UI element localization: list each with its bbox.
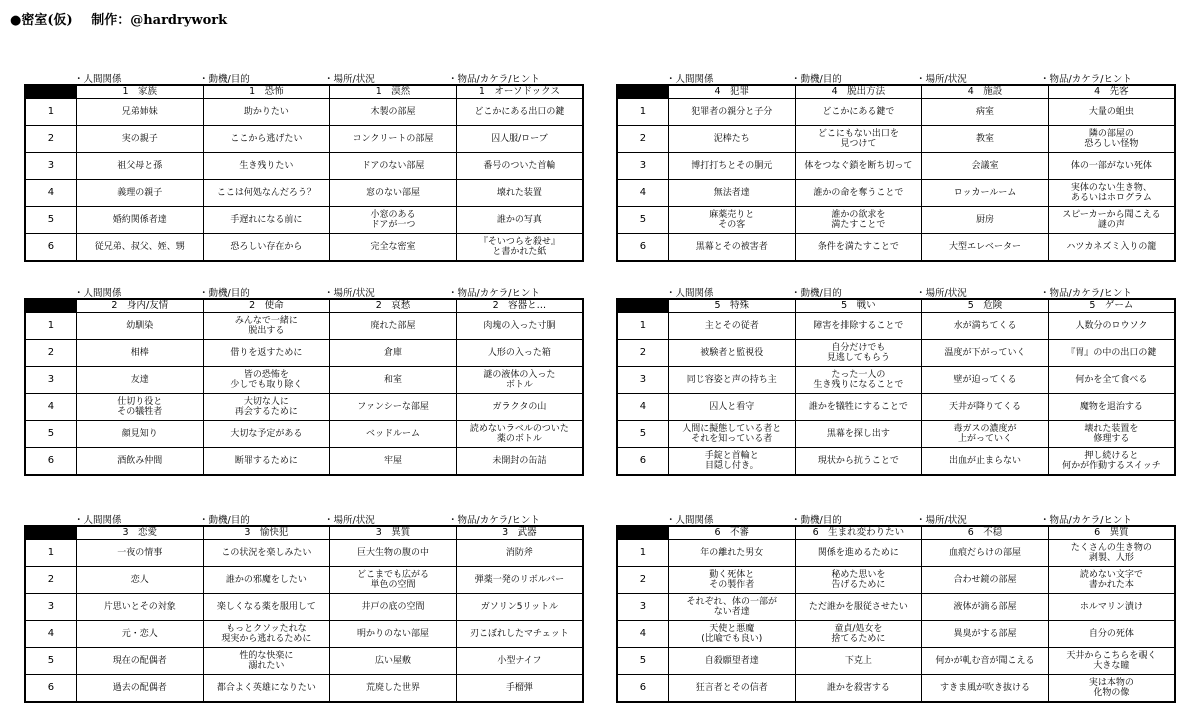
category-label: ・動機/目的 [791,288,842,299]
row-number: 2 [25,340,76,367]
table-cell: 元・恋人 [76,621,203,648]
category-label: ・場所/状況 [916,515,967,526]
column-header: 3 異質 [330,526,457,540]
table-row [617,540,1175,567]
table-cell: 何かが軋む音が聞こえる [922,648,1049,675]
table-cell: 消防斧 [456,540,583,567]
column-header: 4 先客 [1048,85,1175,99]
table-cell: 壊れた装置 [456,180,583,207]
table-cell: 大型エレベーター [922,234,1049,262]
category-label: ・動機/目的 [199,288,250,299]
table-cell: 手榴弾 [456,675,583,703]
category-labels [616,284,1176,298]
header-row [617,526,1175,540]
table-cell: 誰かの邪魔をしたい [203,567,330,594]
table-cell: 番号のついた首輪 [456,153,583,180]
table-row [617,621,1175,648]
table-row [617,153,1175,180]
table-row [25,313,583,340]
table-cell: 倉庫 [330,340,457,367]
corner-cell [25,299,76,313]
table-cell: 天井が降りてくる [922,394,1049,421]
table-cell: コンクリートの部屋 [330,126,457,153]
category-labels [616,511,1176,525]
table-cell: 天井からこちらを覗く 大きな瞳 [1048,648,1175,675]
column-header: 3 恋愛 [76,526,203,540]
table-row [617,648,1175,675]
column-header: 6 不穏 [922,526,1049,540]
header-row [617,85,1175,99]
table-cell: 厨房 [922,207,1049,234]
table-cell: 自分の死体 [1048,621,1175,648]
category-labels [24,70,584,84]
category-label: ・場所/状況 [916,74,967,85]
table-cell: 温度が下がっていく [922,340,1049,367]
row-number: 4 [25,180,76,207]
row-number: 2 [617,567,668,594]
table-cell: 囚人と看守 [668,394,795,421]
column-header: 2 哀愁 [330,299,457,313]
table-cell: 『そいつらを殺せ』 と書かれた紙 [456,234,583,262]
table-cell: 弾薬一発のリボルバー [456,567,583,594]
table-cell: 巨大生物の腹の中 [330,540,457,567]
category-labels [616,70,1176,84]
header-row [25,526,583,540]
corner-cell [25,85,76,99]
table-cell: 血痕だらけの部屋 [922,540,1049,567]
page-header [10,9,241,28]
row-number: 1 [617,313,668,340]
table-cell: 狂言者とその信者 [668,675,795,703]
table-row [25,180,583,207]
table-row [25,367,583,394]
table-cell: 無法者達 [668,180,795,207]
column-header: 6 異質 [1048,526,1175,540]
table-cell: 完全な密室 [330,234,457,262]
row-number: 2 [25,567,76,594]
category-label: ・動機/目的 [791,74,842,85]
table-row [25,540,583,567]
table-cell: 天使と悪魔 (比喩でも良い) [668,621,795,648]
column-header: 1 恐怖 [203,85,330,99]
table-cell: 広い屋敷 [330,648,457,675]
table-cell: 何かを全て食べる [1048,367,1175,394]
table-row [25,621,583,648]
table-cell: 窓のない部屋 [330,180,457,207]
table-cell: 明かりのない部屋 [330,621,457,648]
table-cell: 助かりたい [203,99,330,126]
table-cell: ロッカールーム [922,180,1049,207]
table-cell: 秘めた思いを 告げるために [795,567,922,594]
row-number: 3 [617,367,668,394]
row-number: 6 [617,448,668,476]
row-number: 2 [617,340,668,367]
table-panel [24,511,584,703]
table-cell: 読めないラベルのついた 薬のボトル [456,421,583,448]
table-row [25,234,583,262]
table-cell: 過去の配偶者 [76,675,203,703]
table-cell: 現在の配偶者 [76,648,203,675]
random-table [616,84,1176,262]
table-cell: 障害を排除することで [795,313,922,340]
row-number: 5 [617,648,668,675]
row-number: 3 [617,594,668,621]
row-number: 3 [25,153,76,180]
table-row [25,448,583,476]
column-header: 2 容器と… [456,299,583,313]
table-cell: 謎の液体の入った ボトル [456,367,583,394]
table-cell: 条件を満たすことで [795,234,922,262]
table-row [617,313,1175,340]
table-cell: 祖父母と孫 [76,153,203,180]
table-cell: 恋人 [76,567,203,594]
corner-cell [617,85,668,99]
table-cell: ガソリン5リットル [456,594,583,621]
random-table [24,84,584,262]
table-cell: ドアのない部屋 [330,153,457,180]
row-number: 3 [617,153,668,180]
table-cell: 友達 [76,367,203,394]
table-cell: 酒飲み仲間 [76,448,203,476]
table-cell: 現状から抗うことで [795,448,922,476]
corner-cell [25,526,76,540]
table-cell: 手錠と首輪と 目隠し付き。 [668,448,795,476]
random-table [616,525,1176,703]
table-row [617,421,1175,448]
category-label: ・場所/状況 [324,74,375,85]
table-cell: 泥棒たち [668,126,795,153]
table-row [617,99,1175,126]
table-cell: 下克上 [795,648,922,675]
table-row [617,207,1175,234]
table-cell: 囚人服/ローブ [456,126,583,153]
category-label: ・場所/状況 [916,288,967,299]
table-cell: 実は本物の 化物の像 [1048,675,1175,703]
table-cell: どこまでも広がる 単色の空間 [330,567,457,594]
table-cell: 誰かの写真 [456,207,583,234]
table-cell: 大切な人に 再会するために [203,394,330,421]
table-cell: 出血が止まらない [922,448,1049,476]
table-cell: 生き残りたい [203,153,330,180]
table-cell: 病室 [922,99,1049,126]
table-cell: ハツカネズミ入りの籠 [1048,234,1175,262]
table-cell: 相棒 [76,340,203,367]
table-cell: 誰かを殺害する [795,675,922,703]
table-row [25,99,583,126]
table-row [617,675,1175,703]
table-row [617,180,1175,207]
column-header: 4 犯罪 [668,85,795,99]
table-cell: この状況を楽しみたい [203,540,330,567]
table-panel [616,511,1176,703]
table-cell: 博打打ちとその胴元 [668,153,795,180]
table-cell: 実の親子 [76,126,203,153]
table-cell: 壁が迫ってくる [922,367,1049,394]
table-cell: 会議室 [922,153,1049,180]
table-cell: 誰かを犠牲にすることで [795,394,922,421]
table-cell: 押し続けると 何かが作動するスイッチ [1048,448,1175,476]
row-number: 2 [25,126,76,153]
table-cell: 実体のない生き物、 あるいはホログラム [1048,180,1175,207]
category-label: ・場所/状況 [324,288,375,299]
row-number: 4 [617,394,668,421]
table-cell: 刃こぼれしたマチェット [456,621,583,648]
column-header: 4 脱出方法 [795,85,922,99]
table-cell: ホルマリン漬け [1048,594,1175,621]
row-number: 6 [25,234,76,262]
table-cell: 一夜の情事 [76,540,203,567]
random-table [24,525,584,703]
table-cell: スピーカーから聞こえる 謎の声 [1048,207,1175,234]
table-row [25,340,583,367]
table-cell: 断罪するために [203,448,330,476]
table-row [617,567,1175,594]
table-cell: 義理の親子 [76,180,203,207]
table-cell: どこにもない出口を 見つけて [795,126,922,153]
table-cell: 幼馴染 [76,313,203,340]
column-header: 3 愉快犯 [203,526,330,540]
corner-cell [617,526,668,540]
category-label: ・人間関係 [74,515,122,526]
table-row [25,567,583,594]
table-cell: 読めない文字で 書かれた本 [1048,567,1175,594]
category-label: ・場所/状況 [324,515,375,526]
table-cell: 合わせ鏡の部屋 [922,567,1049,594]
table-panel [24,284,584,476]
column-header: 6 不審 [668,526,795,540]
table-row [617,234,1175,262]
table-cell: 小型ナイフ [456,648,583,675]
table-cell: 大量の蛆虫 [1048,99,1175,126]
row-number: 1 [617,99,668,126]
row-number: 4 [25,394,76,421]
column-header: 5 戦い [795,299,922,313]
category-label: ・物品/カケラ/ヒント [1040,74,1132,85]
table-row [617,394,1175,421]
category-label: ・物品/カケラ/ヒント [1040,288,1132,299]
header-row [25,299,583,313]
category-label: ・物品/カケラ/ヒント [448,515,540,526]
table-panel [616,284,1176,476]
table-cell: たった一人の 生き残りになることで [795,367,922,394]
row-number: 5 [617,207,668,234]
table-cell: 麻薬売りと その客 [668,207,795,234]
table-cell: 未開封の缶詰 [456,448,583,476]
table-cell: 人数分のロウソク [1048,313,1175,340]
row-number: 1 [25,99,76,126]
column-header: 4 施設 [922,85,1049,99]
table-row [617,594,1175,621]
category-labels [24,284,584,298]
table-cell: 肉塊の入った寸胴 [456,313,583,340]
row-number: 1 [25,540,76,567]
table-cell: 従兄弟、叔父、姪、甥 [76,234,203,262]
header-row [617,299,1175,313]
table-row [617,340,1175,367]
table-cell: 水が満ちてくる [922,313,1049,340]
table-cell: 顔見知り [76,421,203,448]
table-row [25,675,583,703]
category-label: ・動機/目的 [791,515,842,526]
table-row [25,126,583,153]
row-number: 6 [617,675,668,703]
table-cell: 大切な予定がある [203,421,330,448]
row-number: 6 [617,234,668,262]
row-number: 1 [617,540,668,567]
category-label: ・人間関係 [666,515,714,526]
table-row [617,448,1175,476]
row-number: 6 [25,448,76,476]
row-number: 1 [25,313,76,340]
table-cell: 毒ガスの濃度が 上がっていく [922,421,1049,448]
header-row [25,85,583,99]
column-header: 1 家族 [76,85,203,99]
table-cell: みんなで一緒に 脱出する [203,313,330,340]
table-cell: 仕切り役と その犠牲者 [76,394,203,421]
table-cell: 異臭がする部屋 [922,621,1049,648]
table-cell: 牢屋 [330,448,457,476]
row-number: 5 [25,207,76,234]
table-cell: もっとクソッたれな 現実から逃れるために [203,621,330,648]
random-table [24,298,584,476]
table-cell: 廃れた部屋 [330,313,457,340]
category-label: ・人間関係 [666,74,714,85]
table-cell: 魔物を退治する [1048,394,1175,421]
corner-cell [617,299,668,313]
table-cell: ここから逃げたい [203,126,330,153]
table-cell: 黒幕とその被害者 [668,234,795,262]
row-number: 4 [617,621,668,648]
row-number: 2 [617,126,668,153]
table-cell: 小窓のある ドアが一つ [330,207,457,234]
table-cell: すきま風が吹き抜ける [922,675,1049,703]
table-cell: どこかにある鍵で [795,99,922,126]
table-cell: 液体が滴る部屋 [922,594,1049,621]
table-cell: 年の離れた男女 [668,540,795,567]
table-cell: 体の一部がない死体 [1048,153,1175,180]
column-header: 5 特殊 [668,299,795,313]
category-label: ・人間関係 [74,74,122,85]
table-cell: 恐ろしい存在から [203,234,330,262]
column-header: 6 生まれ変わりたい [795,526,922,540]
column-header: 1 オーソドックス [456,85,583,99]
row-number: 5 [25,421,76,448]
category-label: ・動機/目的 [199,74,250,85]
table-cell: 井戸の底の空間 [330,594,457,621]
row-number: 6 [25,675,76,703]
column-header: 5 ゲーム [1048,299,1175,313]
table-cell: ファンシーな部屋 [330,394,457,421]
table-cell: ここは何処なんだろう？ [203,180,330,207]
column-header: 3 武器 [456,526,583,540]
category-labels [24,511,584,525]
row-number: 5 [617,421,668,448]
table-cell: 黒幕を探し出す [795,421,922,448]
table-cell: たくさんの生き物の 剥製、人形 [1048,540,1175,567]
table-cell: 被験者と監視役 [668,340,795,367]
credit-text: 制作：@hardrywork [91,13,228,28]
column-header: 5 危険 [922,299,1049,313]
table-cell: それぞれ、体の一部が ない者達 [668,594,795,621]
page-title: ●密室(仮) [10,13,73,28]
table-cell: 隣の部屋の 恐ろしい怪物 [1048,126,1175,153]
table-row [617,367,1175,394]
category-label: ・人間関係 [74,288,122,299]
table-cell: ベッドルーム [330,421,457,448]
table-cell: 自殺願望者達 [668,648,795,675]
table-cell: 都合よく英雄になりたい [203,675,330,703]
row-number: 4 [617,180,668,207]
table-cell: 壊れた装置を 修理する [1048,421,1175,448]
table-cell: 借りを返すために [203,340,330,367]
table-cell: 人形の入った箱 [456,340,583,367]
column-header: 2 使命 [203,299,330,313]
table-cell: ただ誰かを服従させたい [795,594,922,621]
table-cell: 性的な快楽に 溺れたい [203,648,330,675]
table-cell: 誰かの欲求を 満たすことで [795,207,922,234]
category-label: ・物品/カケラ/ヒント [448,74,540,85]
category-label: ・人間関係 [666,288,714,299]
table-panel [616,70,1176,262]
table-cell: 『胃』の中の出口の鍵 [1048,340,1175,367]
table-row [617,126,1175,153]
random-table [616,298,1176,476]
table-cell: 関係を進めるために [795,540,922,567]
table-cell: 和室 [330,367,457,394]
table-cell: 人間に擬態している者と それを知っている者 [668,421,795,448]
table-cell: 動く死体と その製作者 [668,567,795,594]
table-cell: 婚約関係者達 [76,207,203,234]
table-cell: 自分だけでも 見逃してもらう [795,340,922,367]
table-row [25,594,583,621]
table-row [25,394,583,421]
column-header: 2 身内/友情 [76,299,203,313]
table-cell: 主とその従者 [668,313,795,340]
table-cell: 手遅れになる前に [203,207,330,234]
table-cell: 教室 [922,126,1049,153]
table-cell: 楽しくなる薬を服用して [203,594,330,621]
table-cell: 片思いとその対象 [76,594,203,621]
table-cell: 皆の恐怖を 少しでも取り除く [203,367,330,394]
table-row [25,153,583,180]
table-cell: 兄弟姉妹 [76,99,203,126]
table-cell: 童貞/処女を 捨てるために [795,621,922,648]
table-cell: 荒廃した世界 [330,675,457,703]
table-cell: 犯罪者の親分と子分 [668,99,795,126]
category-label: ・物品/カケラ/ヒント [1040,515,1132,526]
row-number: 3 [25,594,76,621]
table-cell: 同じ容姿と声の持ち主 [668,367,795,394]
category-label: ・物品/カケラ/ヒント [448,288,540,299]
table-cell: 誰かの命を奪うことで [795,180,922,207]
table-cell: 体をつなぐ鎖を断ち切って [795,153,922,180]
table-cell: ガラクタの山 [456,394,583,421]
row-number: 3 [25,367,76,394]
table-row [25,648,583,675]
table-panel [24,70,584,262]
row-number: 4 [25,621,76,648]
table-row [25,421,583,448]
row-number: 5 [25,648,76,675]
category-label: ・動機/目的 [199,515,250,526]
table-row [25,207,583,234]
column-header: 1 漠然 [330,85,457,99]
table-cell: どこかにある出口の鍵 [456,99,583,126]
table-cell: 木製の部屋 [330,99,457,126]
